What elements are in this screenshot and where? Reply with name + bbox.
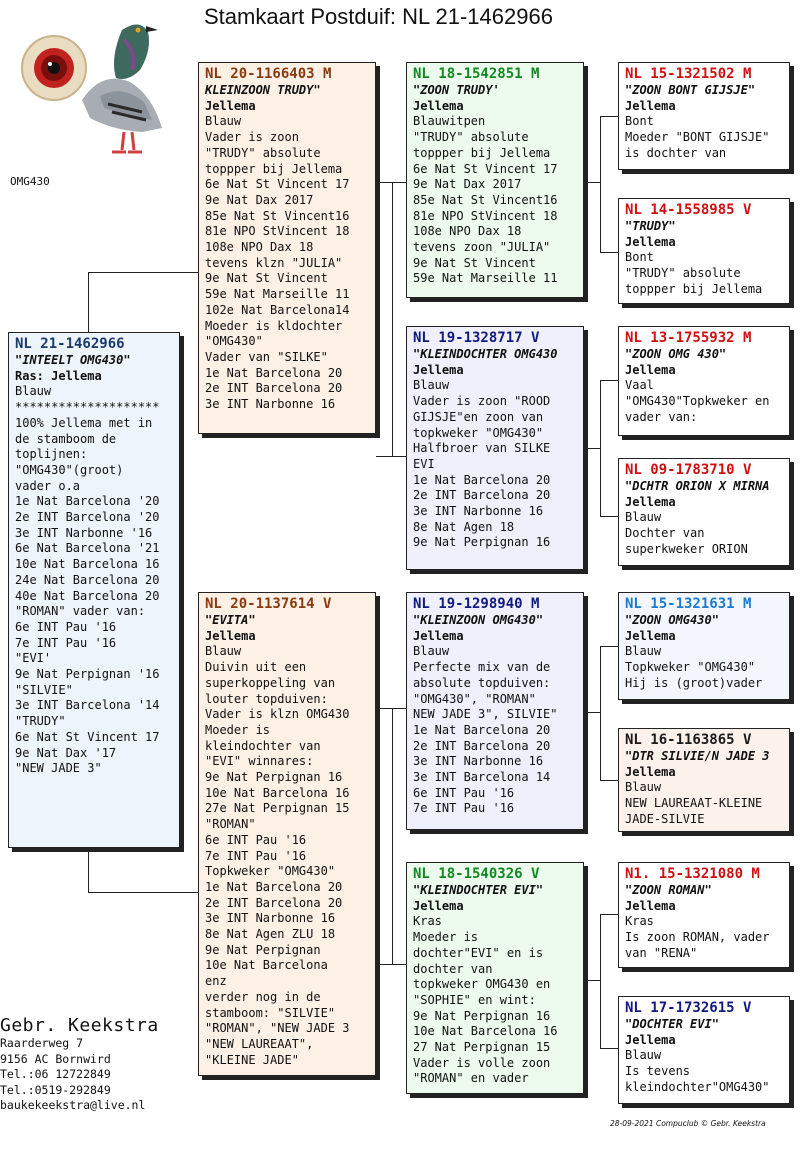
card-sire [198,62,376,434]
card-sss [618,62,790,170]
pigeon-color: Blauw [625,644,662,659]
connector-line [600,646,601,780]
connector-line [600,252,618,253]
owner-phone-mobile: Tel.:06 12722849 [0,1067,111,1081]
pigeon-color: Blauw [205,644,242,659]
card-sdd [618,458,790,566]
breeder: Jellema [205,628,256,643]
connector-line [600,1048,618,1049]
ring-number: NL 17-1732615 V [625,1000,752,1016]
pigeon-name: "EVITA" [205,613,256,627]
card-dds [618,862,790,968]
card-sds [618,326,790,436]
connector-line [600,914,618,915]
pigeon-notes: Duivin uit een superkoppeling van louter topduiven: Vader is klzn OMG430 Moeder is kleindochter van "EVI" winnares: 9e Nat Perpignan 16 10e Nat Barcelona 16 27e Nat Perpignan 15 "ROMAN" 6e INT Pau '16 7e INT Pau '16 Topkweker "OMG430" 1e Nat Barcelona 20 2e INT Barcelona 20 3e INT Narbonne 16 8e Nat Agen ZLU 18 9e Nat Perpignan 10e Nat Barcelona enz verder nog in de stamboom: "SILVIE" "ROMAN", "NEW JADE 3 "NEW LAUREAAT", "KLEINE JADE" [205,660,350,1067]
breeder: Jellema [625,764,676,779]
pigeon-name: "KLEINDOCHTER OMG430 [413,347,558,361]
connector-line [600,780,618,781]
pigeon-photo [12,10,162,160]
footer-credit: 28-09-2021 Compuclub © Gebr. Keekstra [610,1119,766,1128]
breeder: Jellema [625,494,676,509]
connector-line [584,448,600,449]
pigeon-name: "ZOON OMG 430" [625,347,727,361]
pigeon-color: Blauw [413,644,450,659]
breeder: Jellema [625,628,676,643]
pigeon-name: "KLEINDOCHTER EVI" [413,883,544,897]
breeder: Jellema [625,1032,676,1047]
ring-number: NL 20-1137614 V [205,596,332,612]
card-dss [618,592,790,700]
connector-line [584,182,600,183]
connector-line [600,914,601,1048]
ring-number: NL 21-1462966 [15,336,125,352]
owner-phone: Tel.:0519-292849 [0,1082,111,1097]
connector-line [584,980,600,981]
ring-number: NL 20-1166403 M [205,66,332,82]
owner-name: Gebr. Keekstra [0,1015,159,1036]
connector-line [600,516,618,517]
connector-line [88,892,200,893]
pigeon-name: "INTEELT OMG430" [15,353,131,367]
pigeon-color: Blauw [625,780,662,795]
connector-line [392,182,393,456]
ring-number: NL 19-1328717 V [413,330,540,346]
ring-number: NL 18-1542851 M [413,66,540,82]
pigeon-name: "ZOON ROMAN" [625,883,712,897]
connector-line [376,182,406,183]
connector-line [376,456,406,457]
breeder: Jellema [625,898,676,913]
pigeon-notes: "OMG430"Topkweker en vader van: [625,394,770,424]
ring-number: NL 15-1321631 M [625,596,752,612]
card-sire-sire [406,62,584,298]
breeder: Jellema [413,362,464,377]
pigeon-name: "DCHTR ORION X MIRNA [625,479,770,493]
pigeon-name: "KLEINZOON OMG430" [413,613,544,627]
connector-line [584,712,600,713]
pigeon-color: Blauw [625,510,662,525]
ring-number: NL 13-1755932 M [625,330,752,346]
pigeon-color: Bont [625,250,654,265]
connector-line [376,708,406,709]
pigeon-notes: Is zoon ROMAN, vader van "RENA" [625,930,770,960]
pigeon-color: Blauwitpen [413,114,486,129]
ring-number: N1. 15-1321080 M [625,866,760,882]
pigeon-notes: Vader is zoon "ROOD GIJSJE"en zoon van topkweker "OMG430" Halfbroer van SILKE EVI 1e Nat Barcelona 20 2e INT Barcelona 20 3e INT Narbonne 16 8e Nat Agen 18 9e Nat Perpignan 16 [413,394,551,550]
card-ssd [618,198,790,304]
page-title: Stamkaart Postduif: NL 21-1462966 [204,4,553,29]
owner-address: Raarderweg 7 [0,1036,84,1050]
card-dam [198,592,376,1076]
connector-line [600,646,618,647]
photo-label: OMG430 [10,175,50,188]
connector-line [600,380,601,516]
connector-line [88,272,200,273]
pigeon-notes: ******************** 100% Jellema met in de stamboom de toplijnen: "OMG430"(groot) vader o.a 1e Nat Barcelona '20 2e INT Barcelona '20 3e INT Narbonne '16 6e Nat Barcelona '21 10e Nat Barcelona 16 24e Nat Barcelona 20 40e Nat Barcelona 20 "ROMAN" vader van: 6e INT Pau '16 7e INT Pau '16 "EVI' 9e Nat Perpignan '16 "SILVIE" 3e INT Barcelona '14 "TRUDY" 6e Nat St Vincent 17 9e Nat Dax '17 "NEW JADE 3" [15,400,160,776]
connector-line [88,272,89,332]
pigeon-notes: "TRUDY" absolute toppper bij Jellema [625,266,763,296]
pigeon-notes: Perfecte mix van de absolute topduiven: "OMG430", "ROMAN" NEW JADE 3", SILVIE" 1e Nat Barcelona 20 2e INT Barcelona 20 3e INT Narbonne 16 3e INT Barcelona 14 6e INT Pau '16 7e INT Pau '16 [413,660,558,816]
pigeon-notes: Is tevens kleindochter"OMG430" [625,1064,770,1094]
pigeon-name: "ZOON TRUDY' [413,83,500,97]
ring-number: NL 14-1558985 V [625,202,752,218]
breeder: Jellema [413,898,464,913]
pigeon-color: Blauw [15,384,52,399]
card-dam-dam [406,862,584,1094]
breeder: Jellema [413,628,464,643]
ring-number: NL 18-1540326 V [413,866,540,882]
pigeon-image [12,10,162,160]
pigeon-color: Kras [625,914,654,929]
connector-line [88,848,89,892]
owner-block [0,1015,159,1114]
pigeon-notes: Moeder is dochter"EVI" en is dochter van topkweker OMG430 en "SOPHIE" en wint: 9e Nat Perpignan 16 10e Nat Barcelona 16 27 Nat Perpignan 15 Vader is volle zoon "ROMAN" en vader [413,930,558,1086]
pigeon-color: Bont [625,114,654,129]
pigeon-notes: Vader is zoon "TRUDY" absolute toppper bij Jellema 6e Nat St Vincent 17 9e Nat Dax 2017 85e Nat St Vincent16 81e NPO StVincent 18 108e NPO Dax 18 tevens klzn "JULIA" 9e Nat St Vincent 59e Nat Marseille 11 102e Nat Barcelona14 Moeder is kldochter "OMG430" Vader van "SILKE" 1e Nat Barcelona 20 2e INT Barcelona 20 3e INT Narbonne 16 [205,130,350,412]
pigeon-name: "ZOON OMG430" [625,613,719,627]
pigeon-name: "TRUDY" [625,219,676,233]
breeder: Jellema [625,362,676,377]
connector-line [600,116,618,117]
card-sire-dam [406,326,584,570]
pigeon-color: Vaal [625,378,654,393]
pigeon-notes: Topkweker "OMG430" Hij is (groot)vader [625,660,763,690]
breed: Ras: Jellema [15,368,102,383]
pigeon-notes: Moeder "BONT GIJSJE" is dochter van [625,130,770,160]
connector-line [392,708,393,964]
pigeon-color: Kras [413,914,442,929]
card-dsd [618,728,790,832]
pigeon-color: Blauw [205,114,242,129]
breeder: Jellema [205,98,256,113]
pigeon-name: "DTR SILVIE/N JADE 3 [625,749,770,763]
connector-line [600,116,601,252]
ring-number: NL 16-1163865 V [625,732,752,748]
pigeon-name: "DOCHTER EVI" [625,1017,719,1031]
breeder: Jellema [625,98,676,113]
ring-number: NL 09-1783710 V [625,462,752,478]
connector-line [600,380,618,381]
connector-line [376,964,406,965]
pigeon-notes: "TRUDY" absolute toppper bij Jellema 6e Nat St Vincent 17 9e Nat Dax 2017 85e Nat St Vincent16 81e NPO StVincent 18 108e NPO Dax 18 tevens zoon "JULIA" 9e Nat St Vincent 59e Nat Marseille 11 [413,130,558,286]
pigeon-name: "ZOON BONT GIJSJE" [625,83,756,97]
card-dam-sire [406,592,584,830]
pigeon-notes: NEW LAUREAAT-KLEINE JADE-SILVIE [625,796,763,826]
ring-number: NL 19-1298940 M [413,596,540,612]
breeder: Jellema [625,234,676,249]
breeder: Jellema [413,98,464,113]
pigeon-color: Blauw [413,378,450,393]
ring-number: NL 15-1321502 M [625,66,752,82]
card-main-pigeon [8,332,180,848]
owner-email: baukekeekstra@live.nl [0,1098,146,1112]
pigeon-notes: Dochter van superkweker ORION [625,526,748,556]
card-ddd [618,996,790,1104]
owner-city: 9156 AC Bornwird [0,1051,111,1066]
pigeon-name: KLEINZOON TRUDY" [205,83,321,97]
pigeon-color: Blauw [625,1048,662,1063]
